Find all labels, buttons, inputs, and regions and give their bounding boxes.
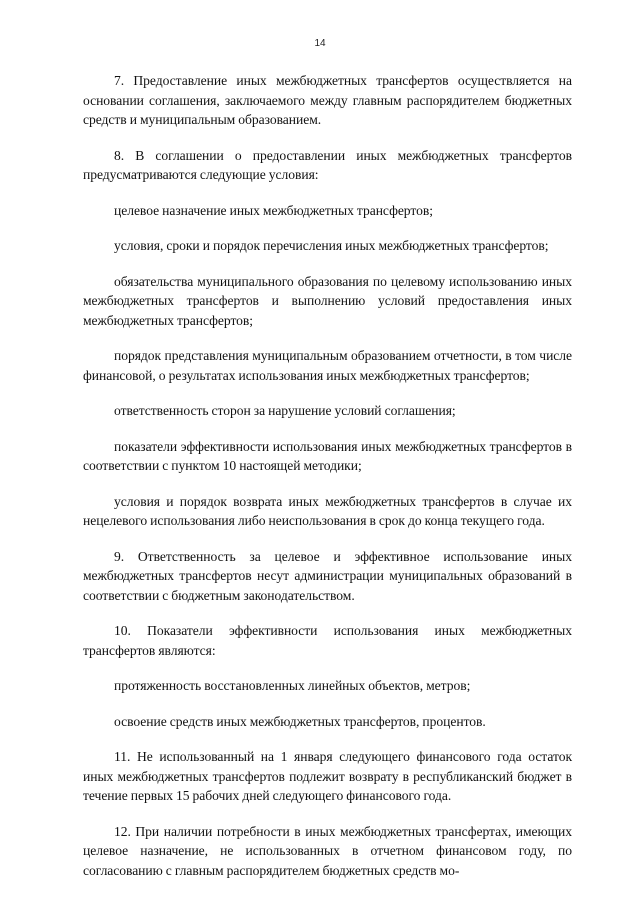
list-item-length: протяженность восстановленных линейных объектов, метров; xyxy=(114,678,471,693)
document-body xyxy=(83,71,572,896)
paragraph-9: 9. Ответственность за целевое и эффективное использование иных межбюджетных трансфертов несут администрации муниципальных образований в соответствии с бюджетным законодательством. xyxy=(83,548,572,603)
list-item-reporting: порядок представления муниципальным образованием отчетности, в том числе финансовой, о результатах использования иных межбюджетных трансфертов; xyxy=(83,348,572,383)
list-item-liability: ответственность сторон за нарушение условий соглашения; xyxy=(114,403,456,418)
page-number: 14 xyxy=(314,38,326,49)
list-item-obligations: обязательства муниципального образования по целевому использованию иных межбюджетных трансфертов и выполнению условий предоставления иных межбюджетных трансфертов; xyxy=(83,273,572,328)
paragraph-7: 7. Предоставление иных межбюджетных трансфертов осуществляется на основании соглашения, заключаемого между главным распорядителем бюджетных средств и муниципальным образованием. xyxy=(83,73,572,127)
list-item-return: условия и порядок возврата иных межбюджетных трансфертов в случае их нецелевого использования либо неиспользования в срок до конца текущего года. xyxy=(83,493,572,528)
paragraph-12: 12. При наличии потребности в иных межбюджетных трансфертах, имеющих целевое назначение, не использованных в отчетном финансовом году, по согласованию с главным распорядителем бюджетных средств мо- xyxy=(83,823,572,878)
paragraph-11: 11. Не использованный на 1 января следующего финансового года остаток иных межбюджетных трансфертов подлежит возврату в республиканский бюджет в течение первых 15 рабочих дней следующего финансового года. xyxy=(83,749,572,803)
paragraph-8: 8. В соглашении о предоставлении иных межбюджетных трансфертов предусматриваются следующие условия: xyxy=(83,147,572,182)
list-item-purpose: целевое назначение иных межбюджетных трансфертов; xyxy=(114,202,433,218)
list-item-indicators: показатели эффективности использования иных межбюджетных трансфертов в соответствии с пунктом 10 настоящей методики; xyxy=(83,438,572,473)
list-item-terms: условия, сроки и порядок перечисления иных межбюджетных трансфертов; xyxy=(114,238,549,253)
list-item-spending: освоение средств иных межбюджетных трансфертов, процентов. xyxy=(114,713,486,729)
paragraph-10: 10. Показатели эффективности использования иных межбюджетных трансфертов являются: xyxy=(83,623,572,658)
